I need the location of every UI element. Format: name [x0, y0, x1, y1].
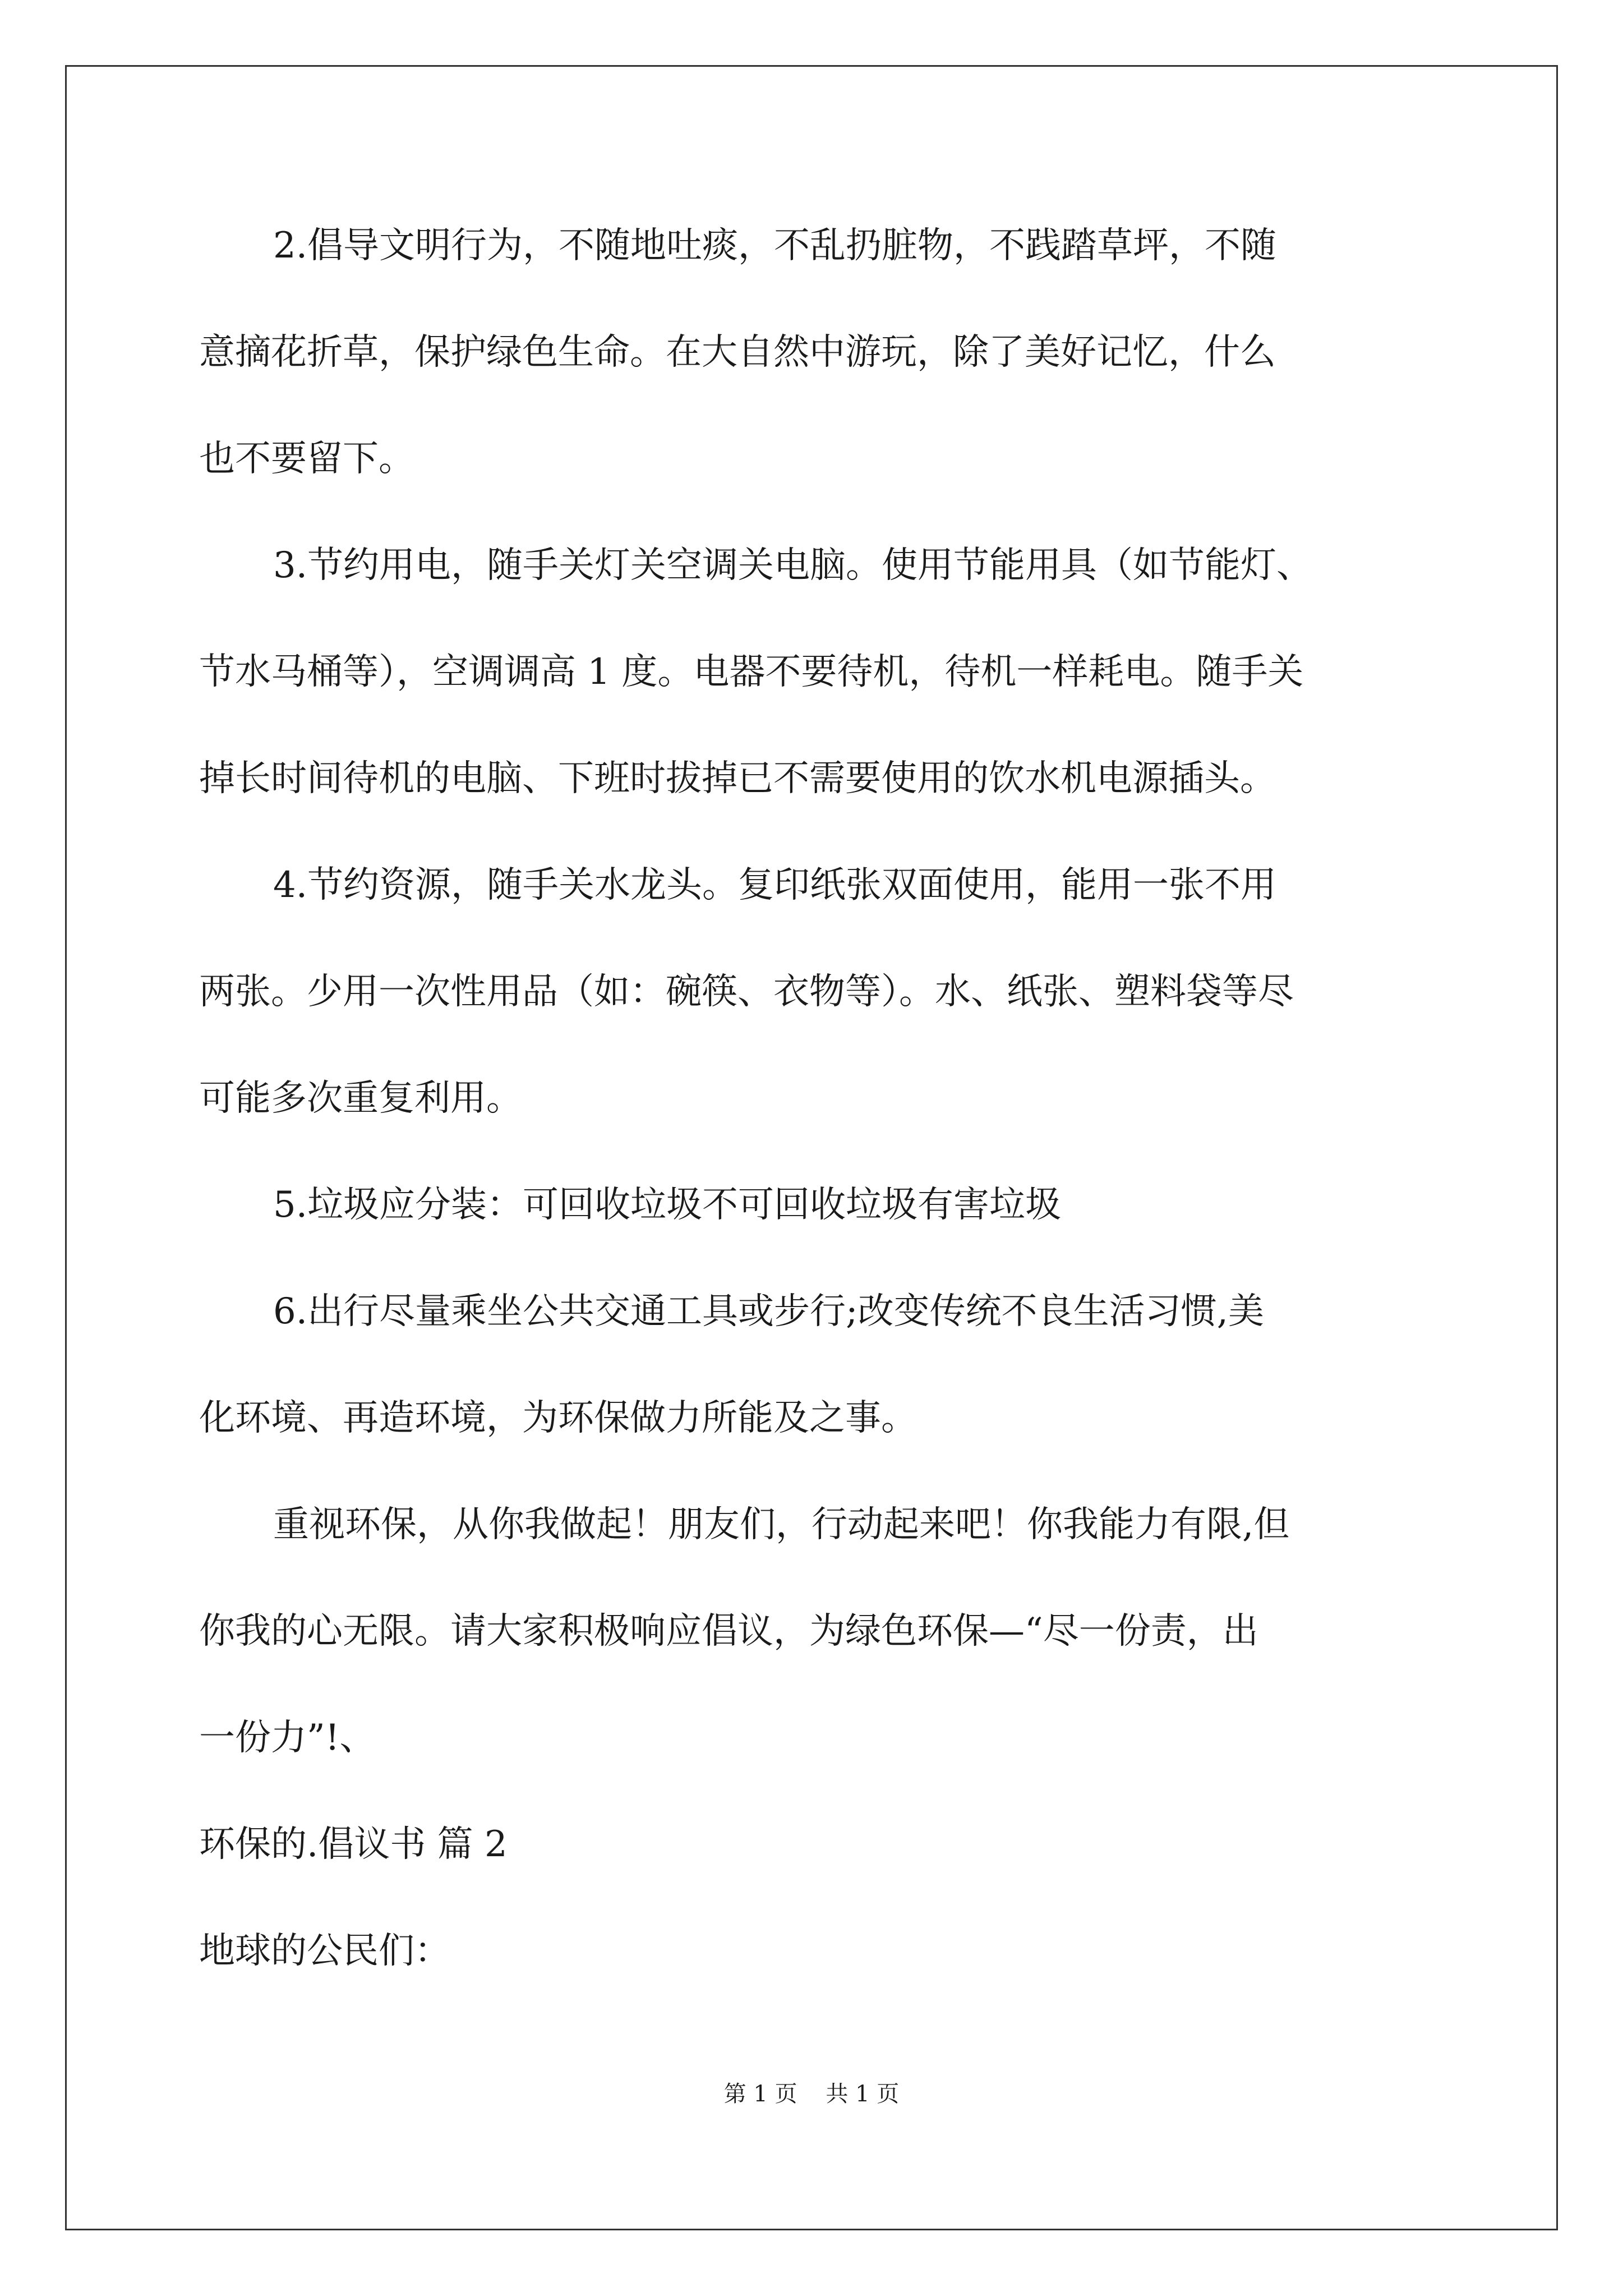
paragraph-4-line-1: 4.节约资源，随手关水龙头。复印纸张双面使用，能用一张不用: [273, 864, 1277, 906]
closing-line-3: 一份力”!、: [199, 1717, 376, 1759]
paragraph-3-line-1: 3.节约用电，随手关灯关空调关电脑。使用节能用具（如节能灯、: [273, 545, 1313, 586]
paragraph-2-line-3: 也不要留下。: [199, 438, 414, 480]
paragraph-6-line-1: 6.出行尽量乘坐公共交通工具或步行;改变传统不良生活习惯,美: [273, 1291, 1264, 1332]
paragraph-6-line-2: 化环境、再造环境，为环保做力所能及之事。: [199, 1397, 917, 1439]
salutation: 地球的公民们：: [199, 1930, 450, 1972]
page-border: [65, 65, 1558, 2230]
paragraph-3-line-2: 节水马桶等），空调调高 1 度。电器不要待机，待机一样耗电。随手关: [199, 651, 1304, 693]
paragraph-3-line-3: 掉长时间待机的电脑、下班时拔掉已不需要使用的饮水机电源插头。: [199, 758, 1276, 799]
closing-line-1: 重视环保，从你我做起！朋友们，行动起来吧！你我能力有限,但: [273, 1504, 1290, 1545]
paragraph-4-line-3: 可能多次重复利用。: [199, 1078, 522, 1119]
section-heading: 环保的.倡议书 篇 2: [199, 1824, 508, 1865]
paragraph-2-line-1: 2.倡导文明行为，不随地吐痰，不乱扔脏物，不践踏草坪，不随: [273, 225, 1277, 266]
paragraph-4-line-2: 两张。少用一次性用品（如：碗筷、衣物等）。水、纸张、塑料袋等尽: [199, 971, 1294, 1013]
paragraph-2-line-2: 意摘花折草，保护绿色生命。在大自然中游玩，除了美好记忆，什么: [199, 332, 1276, 373]
paragraph-5-line-1: 5.垃圾应分装：可回收垃圾不可回收垃圾有害垃圾: [273, 1184, 1062, 1226]
closing-line-2: 你我的心无限。请大家积极响应倡议，为绿色环保—“尽一份责，出: [199, 1611, 1258, 1652]
page-number-footer: 第 1 页 共 1 页: [723, 2081, 900, 2107]
